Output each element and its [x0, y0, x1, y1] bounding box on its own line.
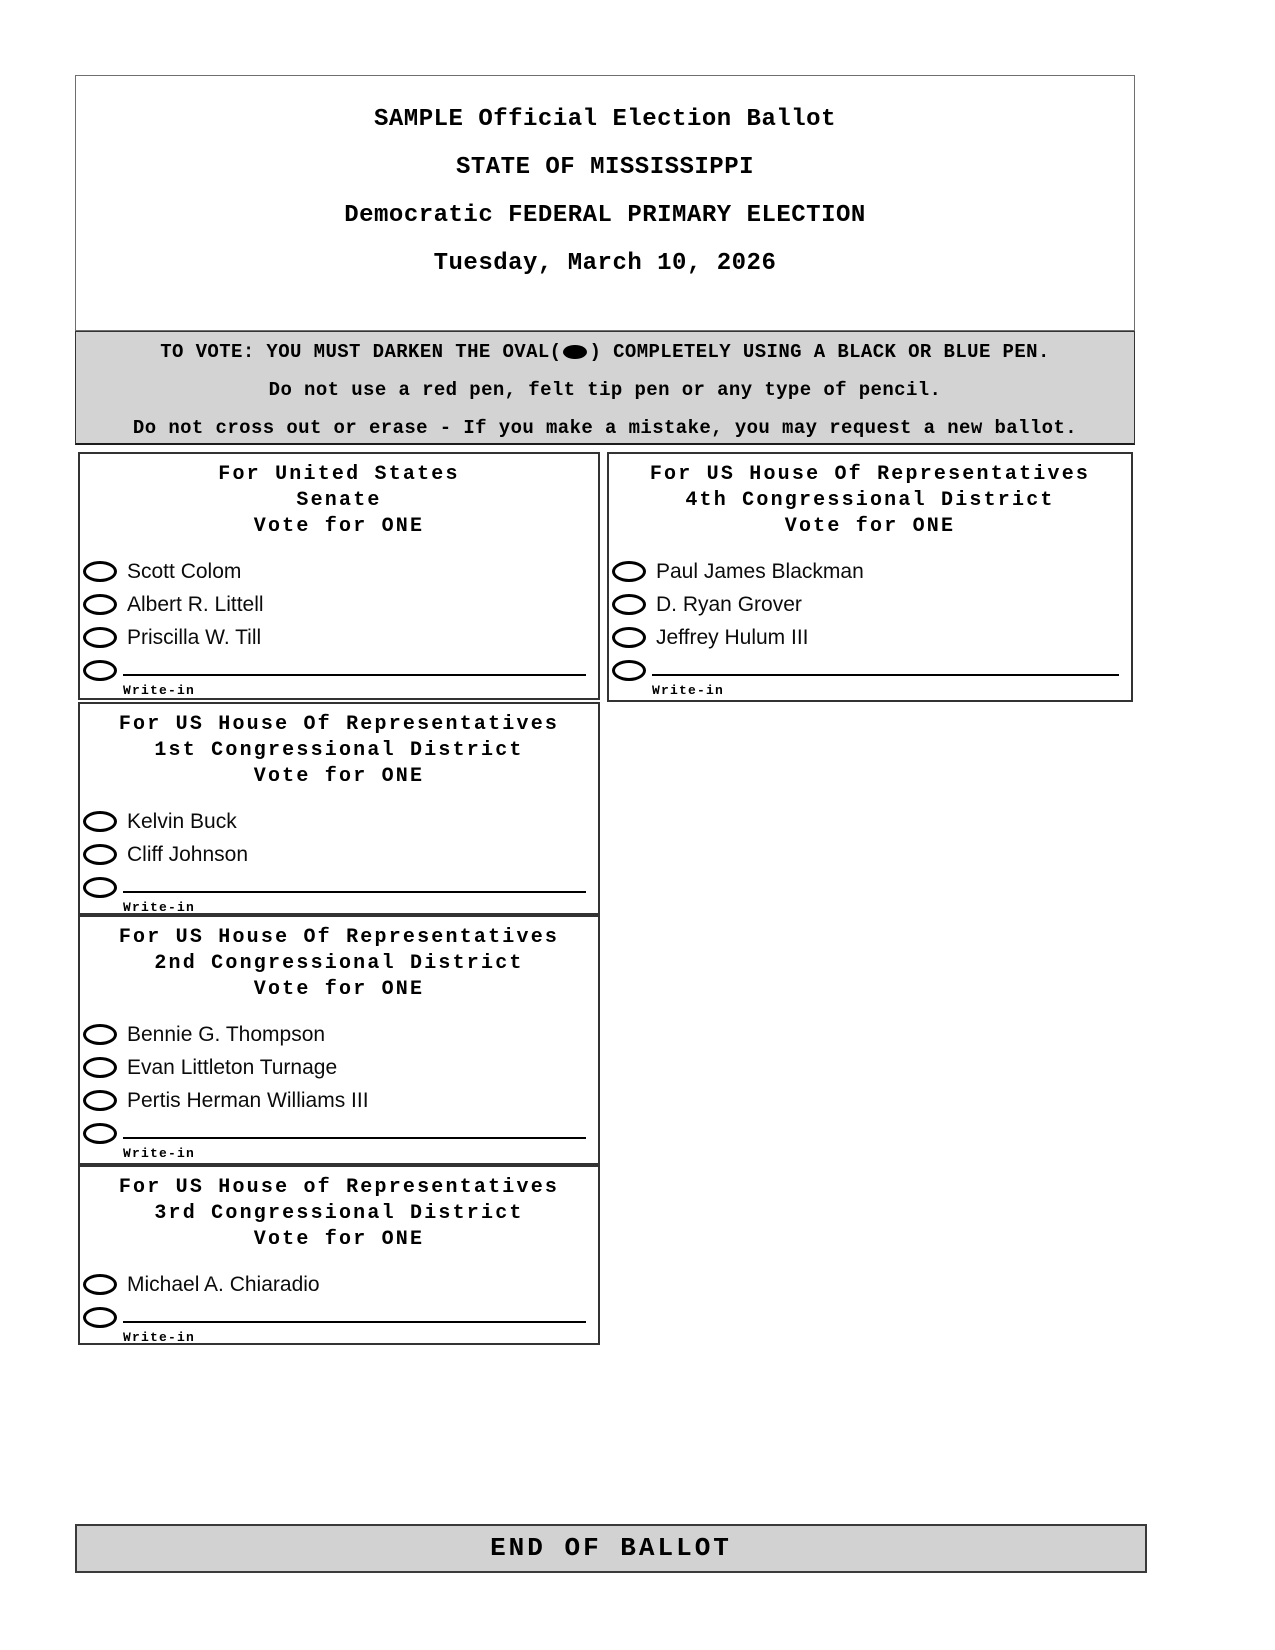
- contest-title-line: For US House Of Representatives: [118, 713, 560, 736]
- contest-title: [80, 454, 598, 540]
- candidate-row: [80, 1268, 598, 1301]
- instruction-line-2: Do not use a red pen, felt tip pen or any type of pencil.: [268, 379, 942, 401]
- end-of-ballot-label: END OF BALLOT: [490, 1533, 732, 1563]
- vote-oval[interactable]: [83, 844, 117, 865]
- election-name: Democratic FEDERAL PRIMARY ELECTION: [344, 202, 866, 229]
- contest-us-house-1st-district: [78, 702, 600, 915]
- candidate-name: Kelvin Buck: [127, 809, 237, 833]
- candidate-row: [80, 1051, 598, 1084]
- contest-vote-for-one: Vote for ONE: [253, 1228, 425, 1251]
- vote-oval[interactable]: [612, 627, 646, 648]
- write-in-line[interactable]: [123, 1128, 586, 1139]
- contest-vote-for-one: Vote for ONE: [253, 515, 425, 538]
- write-in-line[interactable]: [123, 882, 586, 893]
- contest-us-house-2nd-district: [78, 915, 600, 1165]
- contest-title-line: For US House Of Representatives: [649, 463, 1091, 486]
- vote-oval[interactable]: [612, 594, 646, 615]
- vote-oval[interactable]: [83, 561, 117, 582]
- vote-oval[interactable]: [83, 1057, 117, 1078]
- contest-title-line: For US House of Representatives: [118, 1176, 560, 1199]
- contest-title-line: 4th Congressional District: [685, 489, 1055, 512]
- contest-title-line: 1st Congressional District: [154, 739, 524, 762]
- contest-us-house-3rd-district: [78, 1165, 600, 1345]
- contest-title: [80, 704, 598, 790]
- ballot-header: [75, 75, 1135, 331]
- contest-vote-for-one: Vote for ONE: [784, 515, 956, 538]
- candidate-row: [609, 621, 1131, 654]
- vote-oval[interactable]: [83, 627, 117, 648]
- write-in-oval[interactable]: [83, 660, 117, 681]
- candidate-name: Evan Littleton Turnage: [127, 1055, 338, 1079]
- candidate-row: [609, 588, 1131, 621]
- filled-oval-icon: [563, 345, 587, 359]
- sample-ballot-title: SAMPLE Official Election Ballot: [374, 106, 836, 133]
- contest-us-house-4th-district: [607, 452, 1133, 702]
- contest-title-line: 2nd Congressional District: [154, 952, 524, 975]
- candidate-name: Priscilla W. Till: [127, 625, 262, 649]
- candidate-name: Cliff Johnson: [127, 842, 249, 866]
- candidate-name: Albert R. Littell: [127, 592, 264, 616]
- candidate-row: [80, 555, 598, 588]
- candidate-row: [80, 588, 598, 621]
- vote-oval[interactable]: [83, 1024, 117, 1045]
- instruction-line-1-suffix: ) COMPLETELY USING A BLACK OR BLUE PEN.: [589, 341, 1050, 363]
- candidate-row: [80, 621, 598, 654]
- contest-title-line: For US House Of Representatives: [118, 926, 560, 949]
- candidate-name: Paul James Blackman: [656, 559, 864, 583]
- contest-us-senate: [78, 452, 600, 700]
- vote-oval[interactable]: [83, 1090, 117, 1111]
- state-name: STATE OF MISSISSIPPI: [455, 154, 755, 181]
- contest-title-line: 3rd Congressional District: [154, 1202, 524, 1225]
- write-in-line[interactable]: [123, 665, 586, 676]
- candidate-row: [80, 838, 598, 871]
- write-in-oval[interactable]: [83, 1123, 117, 1144]
- instruction-line-1: [76, 333, 1134, 371]
- end-of-ballot-bar: [75, 1524, 1147, 1573]
- candidate-row: [609, 555, 1131, 588]
- contest-title-line: For United States: [218, 463, 460, 486]
- candidate-name: Michael A. Chiaradio: [127, 1272, 320, 1296]
- instruction-line-1-prefix: TO VOTE: YOU MUST DARKEN THE OVAL(: [160, 341, 562, 363]
- candidate-name: D. Ryan Grover: [656, 592, 802, 616]
- candidate-row: [80, 1084, 598, 1117]
- contest-title: [609, 454, 1131, 540]
- contest-vote-for-one: Vote for ONE: [253, 978, 425, 1001]
- write-in-oval[interactable]: [83, 1307, 117, 1328]
- write-in-line[interactable]: [652, 665, 1119, 676]
- write-in-label: Write-in: [123, 900, 196, 915]
- vote-oval[interactable]: [83, 594, 117, 615]
- contest-title: [80, 1167, 598, 1253]
- election-date: Tuesday, March 10, 2026: [433, 250, 777, 277]
- write-in-label: Write-in: [123, 1330, 196, 1345]
- candidate-row: [80, 1018, 598, 1051]
- write-in-oval[interactable]: [612, 660, 646, 681]
- write-in-label: Write-in: [123, 683, 196, 698]
- write-in-label: Write-in: [652, 683, 725, 698]
- write-in-label: Write-in: [123, 1146, 196, 1161]
- contest-title-line: Senate: [296, 489, 382, 512]
- write-in-line[interactable]: [123, 1312, 586, 1323]
- contest-vote-for-one: Vote for ONE: [253, 765, 425, 788]
- vote-oval[interactable]: [83, 811, 117, 832]
- write-in-oval[interactable]: [83, 877, 117, 898]
- candidate-row: [80, 805, 598, 838]
- candidate-name: Scott Colom: [127, 559, 242, 583]
- instructions-box: [75, 331, 1135, 445]
- candidate-name: Jeffrey Hulum III: [656, 625, 809, 649]
- contest-title: [80, 917, 598, 1003]
- candidate-name: Bennie G. Thompson: [127, 1022, 326, 1046]
- vote-oval[interactable]: [83, 1274, 117, 1295]
- candidate-name: Pertis Herman Williams III: [127, 1088, 369, 1112]
- instruction-line-3: Do not cross out or erase - If you make a mistake, you may request a new ballot.: [132, 417, 1078, 439]
- vote-oval[interactable]: [612, 561, 646, 582]
